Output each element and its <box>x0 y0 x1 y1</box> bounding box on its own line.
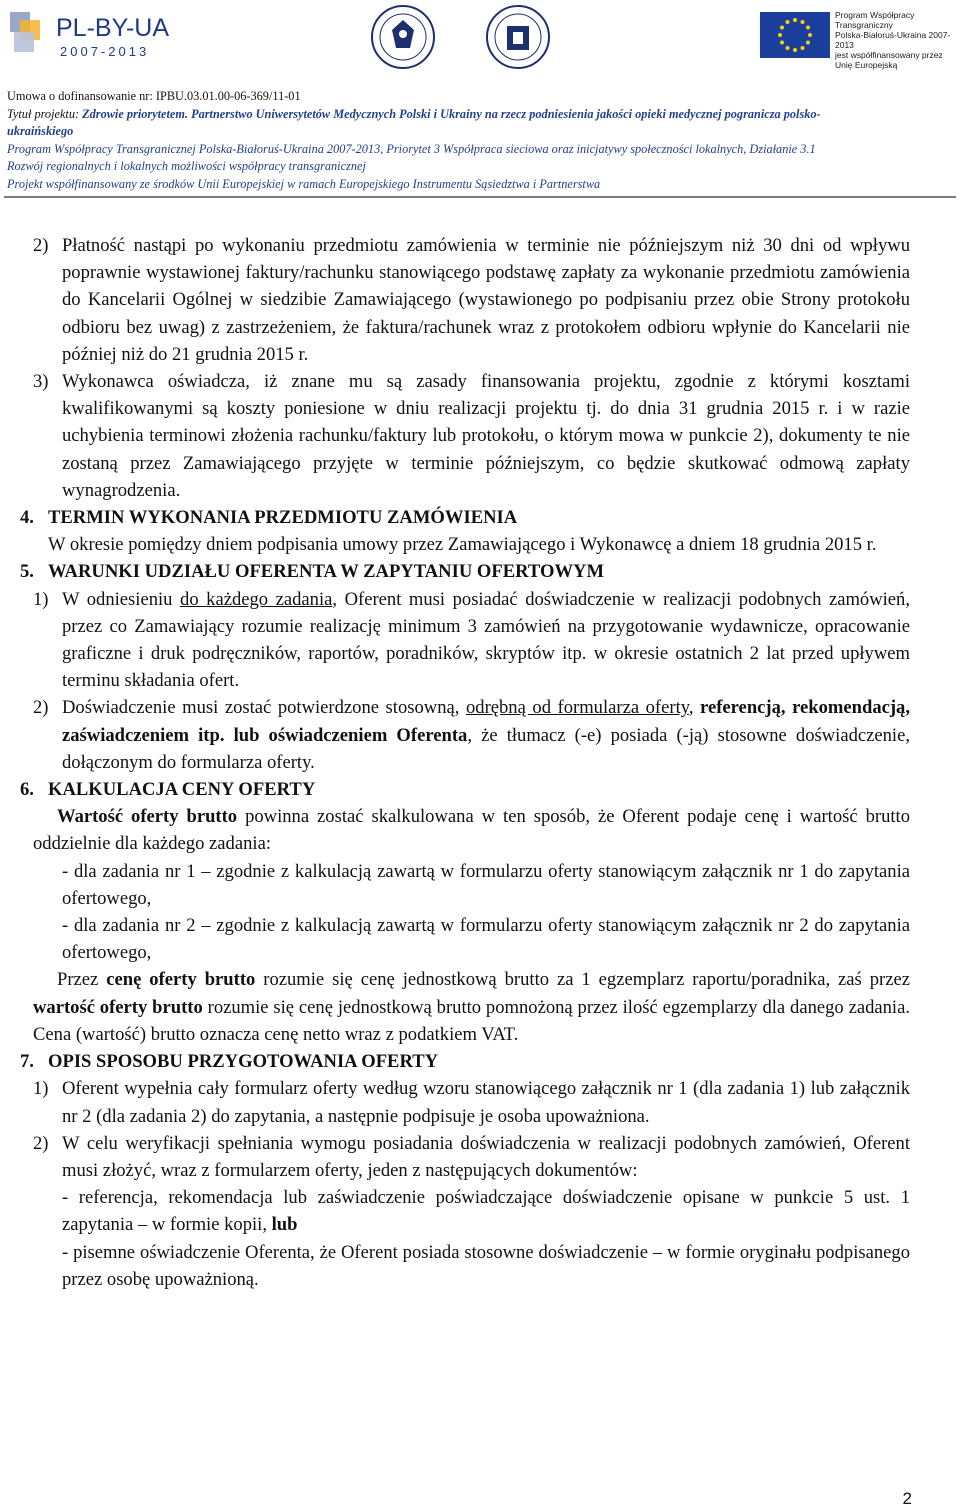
section-7-dash-1: - referencja, rekomendacja lub zaświadczenie poświadczające doświadczenie opisane w punkcie 5 ust. 1 zapytania – w formie kopii, lub <box>62 1187 910 1236</box>
section-5-heading: 5. WARUNKI UDZIAŁU OFERENTA W ZAPYTANIU OFERTOWYM <box>20 561 605 583</box>
section-5-item-1: 1) W odniesieniu do każdego zadania, Oferent musi posiadać doświadczenie w realizacji podobnych zamówień, przez co Zamawiający rozumie realizację minimum 3 zamówień na przygotowanie wydawnicze, opracowanie graficzne i druk podręczników, raportów, poradników, skryptów itp. w okresie ostatnich 2 lat przed upływem terminu składania ofert. <box>33 588 911 692</box>
page-number: 2 <box>902 1489 912 1508</box>
section-6-paragraph-1: Wartość oferty brutto powinna zostać skalkulowana w ten sposób, że Oferent podaje cenę i wartość brutto oddzielnie dla każdego zadania: <box>33 806 910 855</box>
section-5-item-2: 2) Doświadczenie musi zostać potwierdzone stosowną, odrębną od formularza oferty, referencją, rekomendacją, zaświadczeniem itp. lub oświadczeniem Oferenta, że tłumacz (-e) posiada (-ją) stosowne doświadczenie, dołączonym do formularza oferty. <box>33 697 911 773</box>
section-6-heading: 6. KALKULACJA CENY OFERTY <box>20 779 316 801</box>
section-6-dash-2: - dla zadania nr 2 – zgodnie z kalkulacją zawartą w formularzu oferty stanowiącym załącznik nr 2 do zapytania ofertowego, <box>62 915 910 964</box>
document-body <box>0 232 960 1293</box>
section-4-text: W okresie pomiędzy dniem podpisania umowy przez Zamawiającego i Wykonawcę a dniem 18 grudnia 2015 r. <box>48 534 877 556</box>
project-title-line: Tytuł projektu: Zdrowie priorytetem. Partnerstwo Uniwersytetów Medycznych Polski i Ukrainy na rzecz podniesienia jakości opieki medycznej pogranicza polsko- <box>7 106 821 121</box>
eu-program-text: Program Współpracy Transgraniczny Polska-Białoruś-Ukraina 2007-2013 jest współfinansowany przez Unię Europejską <box>835 10 951 70</box>
cofinancing-line: Projekt współfinansowany ze środków Unii Europejskiej w ramach Europejskiego Instrumentu Sąsiedztwa i Partnerstwa <box>7 176 601 191</box>
section-7-item-2: 2) W celu weryfikacji spełniania wymogu posiadania doświadczenia w realizacji podobnych zamówień, Oferent musi złożyć, wraz z formularzem oferty, jeden z następujących dokumentów: <box>33 1132 910 1181</box>
section-7-item-1: 1) Oferent wypełnia cały formularz oferty według wzoru stanowiącego załącznik nr 1 (dla zadania 1) lub załącznik nr 2 (dla zadania 2) do zapytania, a następnie podpisuje je osoba upoważniona. <box>33 1078 910 1127</box>
payment-clause: 2) Płatność nastąpi po wykonaniu przedmiotu zamówienia w terminie nie późniejszym niż 30 dni od wpływu poprawnie wystawionej faktury/rachunku stanowiącego podstawę zapłaty za wykonanie przedmiotu zamówienia do Kancelarii Ogólnej w siedzibie Zamawiającego (wystawionego po podpisaniu przez obie Strony protokołu odbioru bez uwag) z zastrzeżeniem, że faktura/rachunek wraz z protokołem odbioru wpłynie do Kancelarii nie później niż do 21 grudnia 2015 r. <box>33 235 910 365</box>
project-info <box>7 88 957 193</box>
agreement-number: Umowa o dofinansowanie nr: IPBU.03.01.00-06-369/11-01 <box>7 89 301 103</box>
university-seal-lublin-icon <box>370 4 436 70</box>
header-divider <box>4 196 956 198</box>
program-line-2: Rozwój regionalnych i lokalnych możliwości współpracy transgranicznej <box>7 159 366 173</box>
section-7-dash-2: - pisemne oświadczenie Oferenta, że Oferent posiada stosowne doświadczenie – w formie oryginału podpisanego przez osobę upoważnioną. <box>62 1241 910 1290</box>
section-4-heading: 4. TERMIN WYKONANIA PRZEDMIOTU ZAMÓWIENIA <box>20 507 518 529</box>
program-line: Program Współpracy Transgranicznej Polska-Białoruś-Ukraina 2007-2013, Priorytet 3 Współpraca sieciowa oraz inicjatywy społeczności lokalnych, Działanie 3.1 <box>7 141 816 156</box>
project-title-cont: ukraińskiego <box>7 124 74 138</box>
section-6-dash-1: - dla zadania nr 1 – zgodnie z kalkulacją zawartą w formularzu oferty stanowiącym załącznik nr 1 do zapytania ofertowego, <box>62 860 910 909</box>
university-seal-lviv-icon <box>485 4 551 70</box>
pl-by-ua-logo <box>8 8 178 62</box>
page-header <box>0 0 960 200</box>
logo-years: 2007-2013 <box>60 44 150 59</box>
section-7-heading: 7. OPIS SPOSOBU PRZYGOTOWANIA OFERTY <box>20 1051 439 1073</box>
financing-clause: 3) Wykonawca oświadcza, iż znane mu są zasady finansowania projektu, zgodnie z którymi kosztami kwalifikowanymi są koszty poniesione w dniu realizacji projektu tj. do dnia 31 grudnia 2015 r. i w razie uchybienia terminowi złożenia rachunku/faktury lub protokołu, o którym mowa w punkcie 2), dokumenty te nie zostaną przez Zamawiającego przyjęte w terminie późniejszym, co będzie skutkować odmową zapłaty wynagrodzenia. <box>33 371 910 501</box>
eu-flag-icon <box>760 12 830 58</box>
logo-text: PL-BY-UA <box>56 14 170 42</box>
section-6-paragraph-2: Przez cenę oferty brutto rozumie się cenę jednostkową brutto za 1 egzemplarz raportu/poradnika, zaś przez wartość oferty brutto rozumie się cenę jednostkową brutto pomnożoną przez ilość egzemplarzy dla danego zadania. Cena (wartość) brutto oznacza cenę netto wraz z podatkiem VAT. <box>33 969 910 1045</box>
